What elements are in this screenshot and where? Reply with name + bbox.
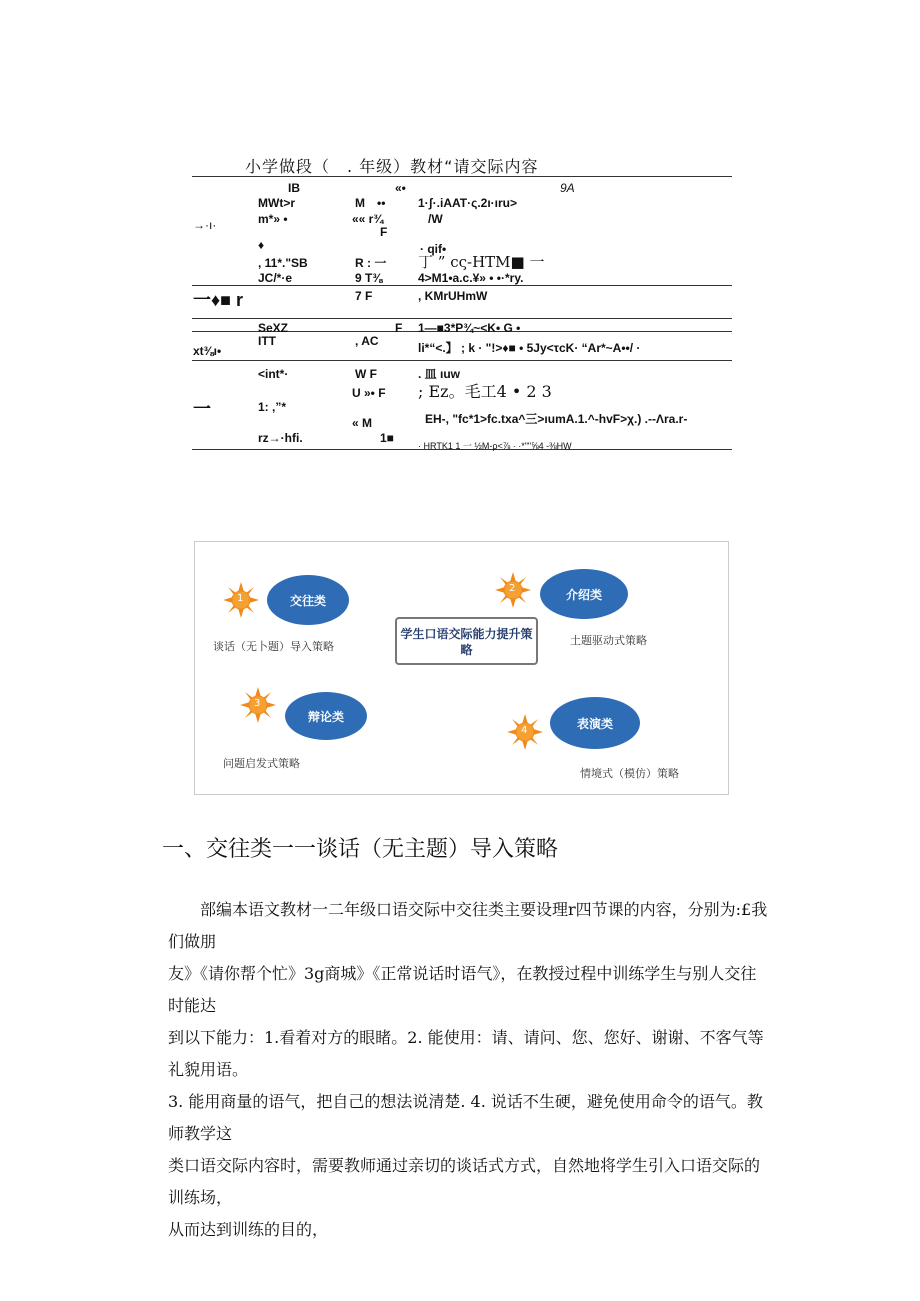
table-cell: 一♦■ r [193,290,244,310]
sun-icon [495,572,531,608]
table-cell: W F [355,367,377,381]
item-number: 1 [237,593,244,604]
table-cell: · HRTK1 1 一 ½M-ρ<⅞ · ·*""⅝4 -⅜HW [418,441,572,451]
table-cell: 一 [193,399,211,419]
table-cell: «• [395,181,406,195]
table-cell: M •• [355,196,386,210]
table-cell: m*» • [258,212,288,226]
table-cell: «« r¾ [352,212,384,226]
item-number: 2 [509,583,516,594]
table-cell: F [380,225,388,239]
table-rule-top [192,176,732,177]
table-cell: SeXZ [258,321,289,335]
table-cell: F [395,321,403,335]
table-rule [192,318,732,319]
table-cell: . 皿 ıuw [418,367,461,381]
table-title: 小学做段（ . 年级）教材“请交际内容 [245,157,539,176]
table-rule [192,285,732,286]
table-cell: JC/*·e [258,271,293,285]
table-cell: 9 T⅜ [355,271,383,285]
diagram-center-box: 学生口语交际能力提升策略 [395,617,538,665]
table-cell: MWt>r [258,196,295,210]
item-number: 3 [254,698,261,709]
table-cell: , 11*."SB [258,256,308,270]
body-paragraph [168,894,768,1246]
table-cell: li*“<.】 ; k · "!>♦■ • 5Jy<τcK· “Ar*~A••/ · [418,341,641,355]
sun-icon [223,582,259,618]
table-cell: EH-, "fc*1>fc.txa^三>ıumA.1.^-hvF>χ.) .--Λra.r- [425,412,688,426]
table-rule [192,360,732,361]
section-heading: 一、交往类一一谈话（无主题）导入策略 [162,837,559,862]
table-cell: , AC [355,334,379,348]
paragraph-line: 到以下能力：1.看着对方的眼睹。2. 能使用：请、请问、您、您好、谢谢、不客气等礼貌用语。 [168,1028,764,1079]
sun-icon [507,714,543,750]
caption: 土题驱动式策略 [570,634,647,647]
caption: 情境式（模仿）策略 [580,767,679,780]
table-cell: ; Ez。毛工4 • 2 3 [418,382,552,401]
table-cell: 9A [560,181,575,195]
caption: 问题启发式策略 [223,757,300,770]
strategy-diagram [194,541,729,795]
table-cell: 1: ,”* [258,400,287,414]
table-cell: 丁 ” cς-HTM■ 一 [418,253,545,271]
bubble-performance: 表演类 [550,697,640,749]
table-cell: IB [288,181,300,195]
table-cell: , KMrUHmW [418,289,488,303]
paragraph-line: 类口语交际内容时，需要教师通过亲切的谈话式方式，自然地将学生引入口语交际的训练场， [168,1156,761,1207]
table-cell: ♦ [258,238,265,252]
paragraph-line: 从而达到训练的目的， [168,1220,329,1239]
bubble-debate: 辩论类 [285,692,367,740]
table-cell: xt⅜ı• [193,344,222,358]
paragraph-line: 友》《请你帮个忙》3g商城》《正常说话时语气》，在教授过程中训练学生与别人交往时能达 [168,964,757,1015]
table-cell: R : 一 [355,256,387,270]
table-cell: ITT [258,334,276,348]
item-number: 4 [521,725,528,736]
table-cell: /W [428,212,443,226]
table-cell: 1—■3*P¾~<K• G • [418,321,521,335]
table-cell: <int*· [258,367,289,381]
table-cell: 7 F [355,289,373,303]
table-cell: U »• F [352,386,386,400]
table-cell: 1·ʃ·.iAAT·ς.2ı·ıru> [418,196,518,210]
table-cell: « M [352,416,373,430]
table-cell: rz→·hfi. [258,431,303,445]
table-cell: · qif• [420,242,447,256]
table-cell: →·ı· [193,218,217,232]
table-cell: 1■ [380,431,394,445]
bubble-introduction: 介绍类 [540,569,628,619]
paragraph-line: 部编本语文教材一二年级口语交际中交往类主要设理r四节课的内容，分别为:£我们做朋 [168,900,768,951]
sun-icon [240,687,276,723]
bubble-communication: 交往类 [267,575,349,625]
table-cell: 4>M1•a.c.¥» • •·*ry. [418,271,524,285]
paragraph-line: 3. 能用商量的语气，把自己的想法说清楚. 4. 说话不生硬，避免使用命令的语气。教师教学这 [168,1092,763,1143]
caption: 谈话（无卜题）导入策略 [213,640,334,653]
